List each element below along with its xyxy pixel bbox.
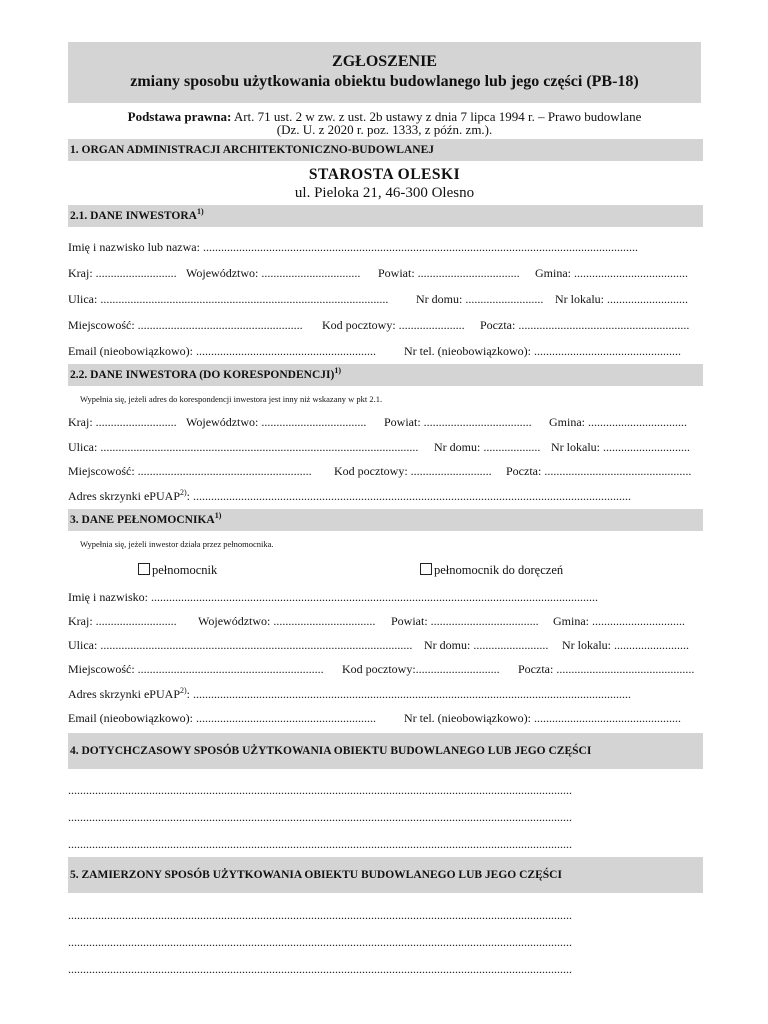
organ-block xyxy=(68,166,701,202)
form-title-band xyxy=(68,42,701,103)
footnote-1-marker: 1) xyxy=(214,511,222,521)
proxy-voivodeship-field[interactable]: Województwo: .................................. xyxy=(198,614,376,628)
investor-phone-field[interactable]: Nr tel. (nieobowiązkowo): ................................................. xyxy=(404,344,681,358)
epuap-dots: : .................................................................................................................................................. xyxy=(186,489,632,503)
proxy-flat-number-field[interactable]: Nr lokalu: ......................... xyxy=(562,638,689,652)
correspondence-county-field[interactable]: Powiat: .................................... xyxy=(384,415,532,429)
investor-street-field[interactable]: Ulica: ................................................................................................ xyxy=(68,292,389,306)
section-3-header xyxy=(68,509,703,531)
section-4-title: 4. DOTYCHCZASOWY SPOSÓB UŻYTKOWANIA OBIEKTU BUDOWLANEGO LUB JEGO CZĘŚCI xyxy=(70,745,592,757)
proxy-postcode-field[interactable]: Kod pocztowy:............................ xyxy=(342,662,500,676)
proxy-phone-field[interactable]: Nr tel. (nieobowiązkowo): ................................................. xyxy=(404,711,681,725)
current-use-line-1[interactable]: ........................................................................................................................................................................ xyxy=(68,783,572,797)
proxy-commune-field[interactable]: Gmina: ............................... xyxy=(553,614,685,628)
section-2-2-header xyxy=(68,364,703,386)
legal-basis-line2: (Dz. U. z 2020 r. poz. 1333, z późn. zm.). xyxy=(276,122,493,137)
footnote-2-marker: 2) xyxy=(180,489,187,497)
proxy-epuap-field[interactable] xyxy=(68,687,701,701)
proxy-email-field[interactable]: Email (nieobowiązkowo): ............................................................ xyxy=(68,711,376,725)
investor-name-field[interactable] xyxy=(68,240,701,254)
organ-address: ul. Pieloka 21, 46-300 Olesno xyxy=(294,185,475,201)
investor-email-field[interactable]: Email (nieobowiązkowo): ............................................................ xyxy=(68,344,376,358)
investor-postcode-field[interactable]: Kod pocztowy: ...................... xyxy=(322,318,465,332)
correspondence-post-office-field[interactable]: Poczta: ................................................. xyxy=(506,464,692,478)
organ-name: STAROSTA OLESKI xyxy=(308,166,461,183)
footnote-2-marker: 2) xyxy=(180,687,187,695)
correspondence-country-field[interactable]: Kraj: ........................... xyxy=(68,415,177,429)
proxy-checkbox-label: pełnomocnik xyxy=(152,563,218,577)
section-3-title: 3. DANE PEŁNOMOCNIKA xyxy=(70,514,215,526)
section-2-2-title: 2.2. DANE INWESTORA (DO KORESPONDENCJI) xyxy=(70,369,335,381)
investor-county-field[interactable]: Powiat: .................................. xyxy=(378,266,520,280)
proxy-country-field[interactable]: Kraj: ........................... xyxy=(68,614,177,628)
proxy-post-office-field[interactable]: Poczta: .............................................. xyxy=(518,662,695,676)
form-title: ZGŁOSZENIE xyxy=(332,53,437,70)
proxy-street-row xyxy=(68,638,701,652)
footnote-1-marker: 1) xyxy=(196,207,204,217)
correspondence-postcode-field[interactable]: Kod pocztowy: ........................... xyxy=(334,464,492,478)
correspondence-house-number-field[interactable]: Nr domu: ................... xyxy=(434,440,541,454)
proxy-city-field[interactable]: Miejscowość: .............................................................. xyxy=(68,662,324,676)
proxy-name-text: Imię i nazwisko: ..................................................................................................................................................... xyxy=(68,590,598,604)
correspondence-street-row xyxy=(68,440,701,454)
section-4-header xyxy=(68,733,703,769)
section-1-header xyxy=(68,139,703,161)
correspondence-voivodeship-field[interactable]: Województwo: ................................... xyxy=(186,415,367,429)
section-1-title: 1. ORGAN ADMINISTRACJI ARCHITEKTONICZNO-BUDOWLANEJ xyxy=(70,144,435,156)
footnote-1-marker: 1) xyxy=(334,366,341,376)
investor-region-row xyxy=(68,266,701,280)
investor-street-row xyxy=(68,292,701,306)
investor-contact-row xyxy=(68,344,701,358)
proxy-street-field[interactable]: Ulica: ........................................................................................................ xyxy=(68,638,413,652)
section-2-1-title: 2.1. DANE INWESTORA xyxy=(70,210,197,222)
current-use-line-3[interactable]: ........................................................................................................................................................................ xyxy=(68,837,572,851)
investor-house-number-field[interactable]: Nr domu: .......................... xyxy=(416,292,544,306)
correspondence-flat-number-field[interactable]: Nr lokalu: ............................. xyxy=(551,440,690,454)
section-5-header xyxy=(68,857,703,893)
form-subtitle: zmiany sposobu użytkowania obiektu budowlanego lub jego części (PB-18) xyxy=(130,73,639,90)
correspondence-region-row xyxy=(68,415,701,429)
checkbox-square-icon[interactable] xyxy=(420,563,432,575)
proxy-county-field[interactable]: Powiat: .................................... xyxy=(391,614,539,628)
correspondence-city-field[interactable]: Miejscowość: .......................................................... xyxy=(68,464,312,478)
proxy-contact-row xyxy=(68,711,701,725)
correspondence-street-field[interactable]: Ulica: .......................................................................................................... xyxy=(68,440,419,454)
proxy-checkbox[interactable] xyxy=(138,563,217,578)
current-use-line-2[interactable]: ........................................................................................................................................................................ xyxy=(68,810,572,824)
investor-flat-number-field[interactable]: Nr lokalu: ........................... xyxy=(555,292,688,306)
legal-basis-label: Podstawa prawna: xyxy=(127,109,232,124)
epuap-label: Adres skrzynki ePUAP xyxy=(68,489,180,503)
section-2-2-note: Wypełnia się, jeżeli adres do korespondencji inwestora jest inny niż wskazany w pkt 2.1. xyxy=(80,394,383,404)
delivery-proxy-checkbox-label: pełnomocnik do doręczeń xyxy=(434,563,564,577)
section-3-note: Wypełnia się, jeżeli inwestor działa przez pełnomocnika. xyxy=(80,539,274,549)
section-5-title: 5. ZAMIERZONY SPOSÓB UŻYTKOWANIA OBIEKTU BUDOWLANEGO LUB JEGO CZĘŚCI xyxy=(70,869,562,881)
correspondence-commune-field[interactable]: Gmina: ................................. xyxy=(549,415,687,429)
section-2-1-header xyxy=(68,205,703,227)
epuap-dots: : .................................................................................................................................................. xyxy=(186,687,632,701)
correspondence-epuap-field[interactable] xyxy=(68,489,701,503)
investor-name-text: Imię i nazwisko lub nazwa: ................................................................................................................................................. xyxy=(68,240,638,254)
intended-use-line-3[interactable]: ........................................................................................................................................................................ xyxy=(68,962,572,976)
proxy-house-number-field[interactable]: Nr domu: ......................... xyxy=(424,638,549,652)
investor-post-office-field[interactable]: Poczta: ......................................................... xyxy=(480,318,690,332)
intended-use-line-2[interactable]: ........................................................................................................................................................................ xyxy=(68,935,572,949)
epuap-label: Adres skrzynki ePUAP xyxy=(68,687,180,701)
delivery-proxy-checkbox[interactable] xyxy=(420,563,563,578)
legal-basis-line1: Art. 71 ust. 2 w zw. z ust. 2b ustawy z dnia 7 lipca 1994 r. – Prawo budowlane xyxy=(231,109,642,124)
investor-city-row xyxy=(68,318,701,332)
checkbox-square-icon[interactable] xyxy=(138,563,150,575)
proxy-region-row xyxy=(68,614,701,628)
intended-use-line-1[interactable]: ........................................................................................................................................................................ xyxy=(68,908,572,922)
investor-voivodeship-field[interactable]: Województwo: ................................. xyxy=(186,266,361,280)
correspondence-city-row xyxy=(68,464,701,478)
investor-city-field[interactable]: Miejscowość: ....................................................... xyxy=(68,318,303,332)
proxy-city-row xyxy=(68,662,701,676)
investor-commune-field[interactable]: Gmina: ...................................... xyxy=(535,266,688,280)
proxy-name-field[interactable] xyxy=(68,590,701,604)
investor-country-field[interactable]: Kraj: ........................... xyxy=(68,266,177,280)
